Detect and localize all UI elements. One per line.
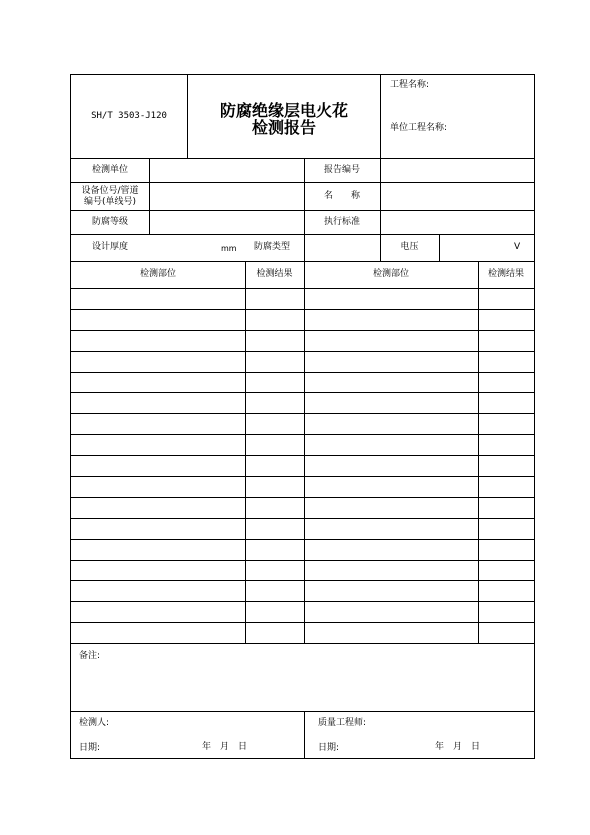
- report-title-line2: 检测报告: [251, 118, 316, 137]
- table-row-divider: [71, 580, 534, 581]
- table-row-divider: [71, 309, 534, 310]
- date-label-right: 日期:: [318, 743, 340, 753]
- table-row-divider: [71, 372, 534, 373]
- report-title-line1: 防腐绝缘层电火花: [219, 101, 348, 120]
- inspection-unit-label: 检测单位: [91, 165, 128, 175]
- thickness-unit: mm: [221, 244, 237, 253]
- col-header-result-1: 检测结果: [256, 269, 293, 279]
- inspection-report-form: [70, 74, 535, 759]
- divider: [71, 210, 534, 211]
- equipment-label-line1: 设备位号/管道: [81, 186, 139, 196]
- divider: [304, 711, 305, 758]
- voltage-label: 电压: [400, 242, 419, 252]
- table-row-divider: [71, 455, 534, 456]
- table-row-divider: [71, 434, 534, 435]
- corrosion-type-label: 防腐类型: [254, 242, 291, 252]
- table-row-divider: [71, 413, 534, 414]
- form-code: SH/T 3503-J120: [91, 111, 167, 121]
- date-fields-right: 年 月 日: [435, 742, 481, 752]
- divider: [71, 182, 534, 183]
- divider: [71, 643, 534, 644]
- divider: [149, 158, 150, 234]
- table-row-divider: [71, 539, 534, 540]
- voltage-unit: V: [514, 242, 521, 252]
- date-fields-left: 年 月 日: [202, 742, 248, 752]
- name-label: 名 称: [323, 191, 360, 201]
- divider: [304, 261, 305, 643]
- divider: [71, 288, 534, 289]
- divider: [71, 234, 534, 235]
- table-row-divider: [71, 601, 534, 602]
- divider: [245, 261, 246, 643]
- col-header-location-1: 检测部位: [139, 269, 176, 279]
- table-row-divider: [71, 497, 534, 498]
- equipment-label-line2: 编号(单线号): [83, 197, 137, 207]
- remarks-label: 备注:: [79, 651, 101, 661]
- report-no-label: 报告编号: [323, 165, 360, 175]
- standard-label: 执行标准: [323, 217, 360, 227]
- divider: [439, 234, 440, 261]
- unit-project-name-label: 单位工程名称:: [390, 123, 448, 133]
- col-header-location-2: 检测部位: [372, 269, 409, 279]
- divider: [71, 158, 534, 159]
- table-row-divider: [71, 518, 534, 519]
- table-row-divider: [71, 560, 534, 561]
- divider: [380, 75, 381, 158]
- table-row-divider: [71, 351, 534, 352]
- divider: [71, 261, 534, 262]
- grade-label: 防腐等级: [91, 217, 128, 227]
- inspector-label: 检测人:: [79, 718, 110, 728]
- table-row-divider: [71, 622, 534, 623]
- qa-engineer-label: 质量工程师:: [318, 718, 367, 728]
- divider: [71, 711, 534, 712]
- project-name-label: 工程名称:: [390, 80, 430, 90]
- table-row-divider: [71, 392, 534, 393]
- divider: [478, 261, 479, 643]
- table-row-divider: [71, 330, 534, 331]
- table-row-divider: [71, 476, 534, 477]
- thickness-label: 设计厚度: [91, 242, 128, 252]
- date-label-left: 日期:: [79, 743, 101, 753]
- col-header-result-2: 检测结果: [487, 269, 524, 279]
